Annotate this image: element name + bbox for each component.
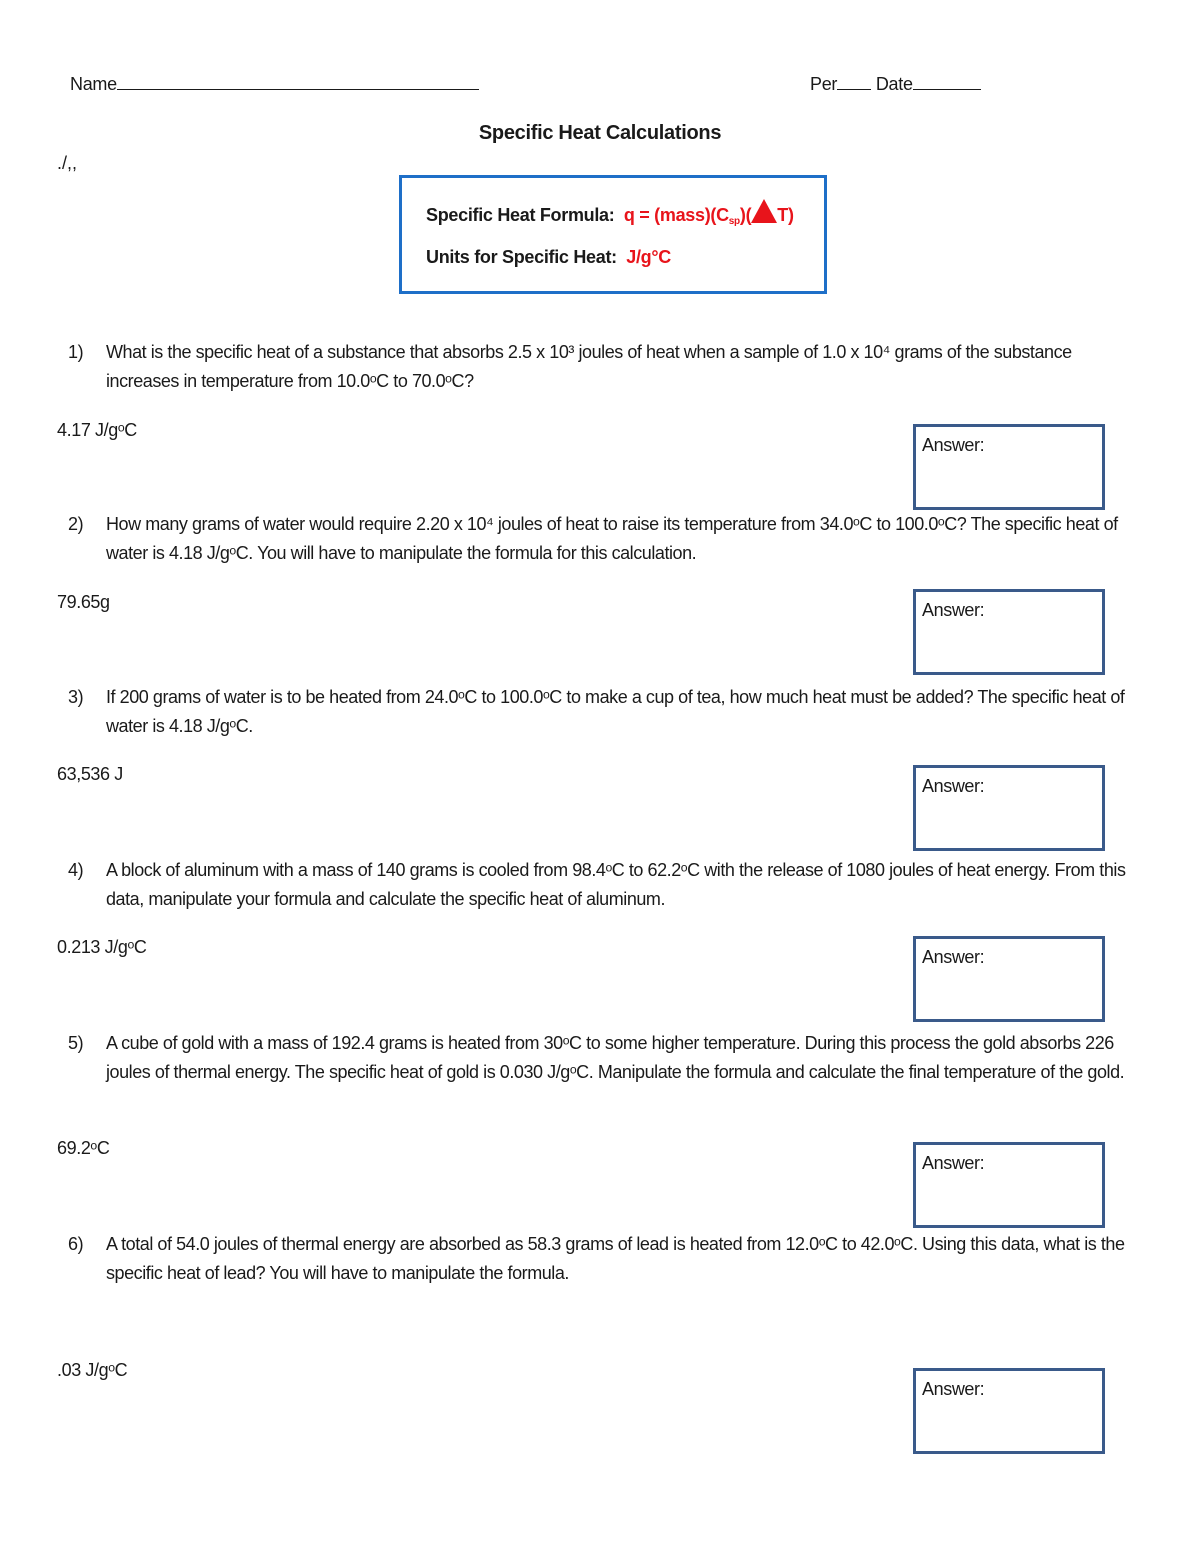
question-number: 6) <box>68 1234 84 1254</box>
student-answer[interactable]: 0.213 J/gᵒC <box>57 937 147 957</box>
answer-box[interactable] <box>913 1142 1105 1228</box>
units-row <box>426 247 671 268</box>
question-text: How many grams of water would require 2.20 x 10⁴ joules of heat to raise its temperature from 34.0ᵒC to 100.0ᵒC? The specific heat of water is 4.18 J/gᵒC. You will have to manipulate the formula for this calculation. <box>106 514 1118 563</box>
page-title: Specific Heat Calculations <box>478 122 722 144</box>
name-label: Name <box>70 74 117 94</box>
per-label: Per <box>810 74 838 94</box>
question-text: What is the specific heat of a substance that absorbs 2.5 x 10³ joules of heat when a sample of 1.0 x 10⁴ grams of the substance increases in temperature from 10.0ᵒC to 70.0ᵒC? <box>106 342 1072 391</box>
units-label: Units for Specific Heat: <box>426 247 617 267</box>
answer-box[interactable] <box>913 424 1105 510</box>
answer-label: Answer: <box>922 776 985 796</box>
answer-label: Answer: <box>922 947 985 967</box>
name-blank[interactable] <box>117 73 479 90</box>
date-label: Date <box>875 74 913 94</box>
period-date-fields[interactable] <box>810 73 981 95</box>
question-text: A block of aluminum with a mass of 140 grams is cooled from 98.4ᵒC to 62.2ᵒC with the release of 1080 joules of heat energy. From this data, manipulate your formula and calculate the specific heat of aluminum. <box>106 860 1126 909</box>
student-answer[interactable]: 4.17 J/gᵒC <box>57 420 137 440</box>
stray-mark: ./,, <box>57 153 78 173</box>
name-field[interactable] <box>70 73 479 95</box>
units-value: J/g°C <box>626 247 671 267</box>
delta-triangle-icon <box>751 199 777 223</box>
student-answer[interactable]: .03 J/gᵒC <box>57 1360 128 1380</box>
question-text: A cube of gold with a mass of 192.4 grams is heated from 30ᵒC to some higher temperature. During this process the gold absorbs 226 joules of thermal energy. The specific heat of gold is 0.030 J/gᵒC. Manipulate the formula and calculate the final temperature of the gold. <box>106 1033 1125 1082</box>
answer-box[interactable] <box>913 589 1105 675</box>
answer-label: Answer: <box>922 1153 985 1173</box>
student-answer[interactable]: 79.65g <box>57 592 110 612</box>
question-number: 5) <box>68 1033 84 1053</box>
question-number: 2) <box>68 514 84 534</box>
answer-label: Answer: <box>922 1379 985 1399</box>
per-blank[interactable] <box>837 73 871 90</box>
student-answer[interactable]: 63,536 J <box>57 764 123 784</box>
formula-row <box>426 199 794 226</box>
answer-label: Answer: <box>922 435 985 455</box>
answer-box[interactable] <box>913 1368 1105 1454</box>
question-number: 1) <box>68 342 84 362</box>
question-text: A total of 54.0 joules of thermal energy are absorbed as 58.3 grams of lead is heated from 12.0ᵒC to 42.0ᵒC. Using this data, what is the specific heat of lead? You will have to manipulate the formula. <box>106 1234 1125 1283</box>
formula-label: Specific Heat Formula: <box>426 205 615 225</box>
date-blank[interactable] <box>913 73 981 90</box>
question-number: 3) <box>68 687 84 707</box>
answer-box[interactable] <box>913 765 1105 851</box>
student-answer[interactable]: 69.2ᵒC <box>57 1138 110 1158</box>
answer-box[interactable] <box>913 936 1105 1022</box>
question-text: If 200 grams of water is to be heated from 24.0ᵒC to 100.0ᵒC to make a cup of tea, how much heat must be added? The specific heat of water is 4.18 J/gᵒC. <box>106 687 1125 736</box>
formula-box <box>399 175 827 294</box>
answer-label: Answer: <box>922 600 985 620</box>
formula-expression: $q = (mass)(C_{sp})$( T) <box>624 205 794 225</box>
question-number: 4) <box>68 860 84 880</box>
